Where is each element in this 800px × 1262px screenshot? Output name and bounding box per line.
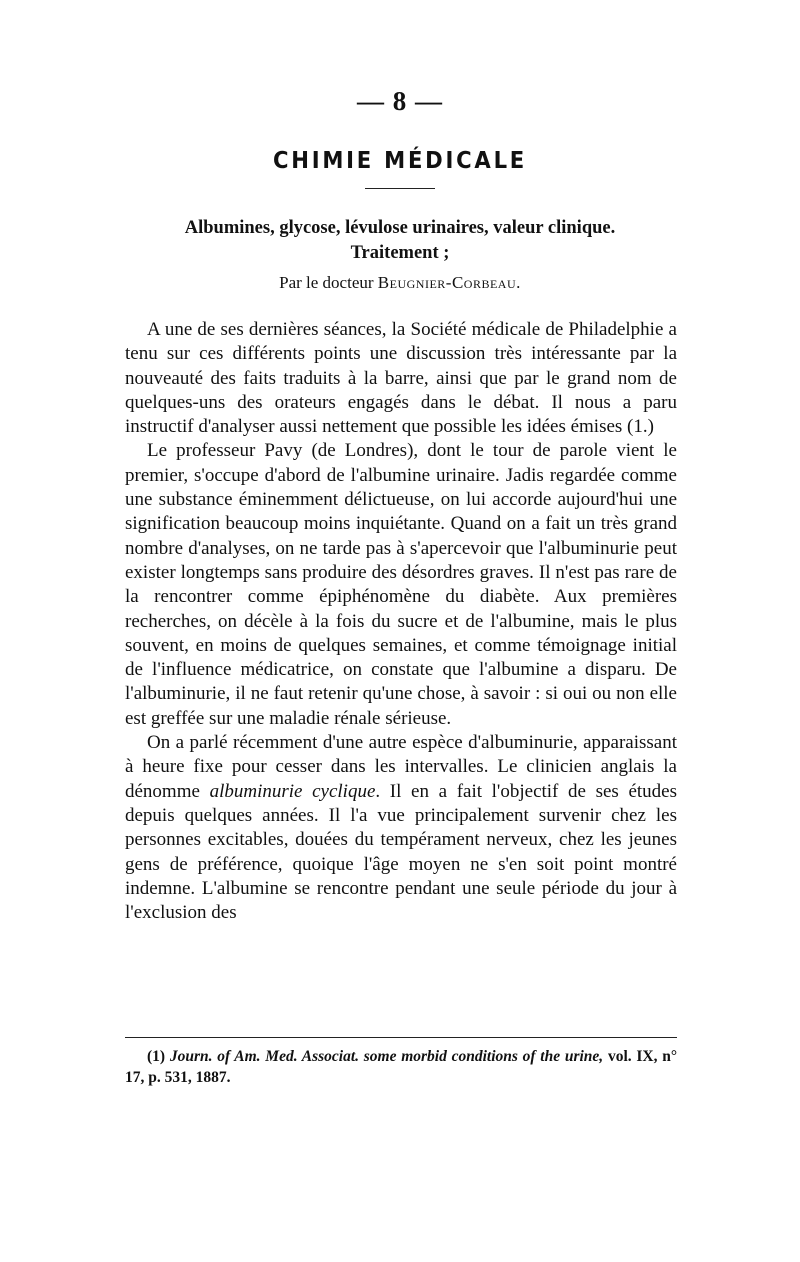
article-title-line-2: Traitement ; xyxy=(350,243,450,263)
article-title-line-1: Albumines, glycose, lévulose urinaires, valeur clinique. xyxy=(184,218,616,238)
paragraph-3-start: On a parlé récemment d'une autre espèce d'albuminurie, apparaissant à heure fixe pour cesser dans les intervalles. Le clinicien anglais la dénomme xyxy=(125,732,677,802)
body-text xyxy=(125,318,677,925)
author-prefix: Par le docteur xyxy=(279,273,374,292)
section-title: CHIMIE MÉDICALE xyxy=(272,148,528,174)
paragraph-3-end: . Il en a fait l'objectif de ses études depuis quelques années. Il l'a vue principalement survenir chez les personnes excitables, douées du tempérament nerveux, chez les jeunes gens de préférence, quoique l'âge moyen ne s'en soit point montré indemne. L'albumine se rencontre pendant une seule période du jour à l'exclusion des xyxy=(125,780,677,924)
article-title xyxy=(100,216,700,266)
footnote xyxy=(125,1046,677,1088)
paragraph-3-italic-term: albuminurie cyclique xyxy=(209,780,376,802)
author-name: Beugnier-Corbeau. xyxy=(377,273,521,292)
paragraph-1: A une de ses dernières séances, la Société médicale de Philadelphie a tenu sur ces différents points une discussion très intéressante par la nouveauté des faits traduits à la barre, ainsi que par le grand nom de quelques-uns des orateurs engagés dans le débat. Il nous a paru instructif d'analyser aussi nettement que possible les idées émises (1.) xyxy=(125,319,677,438)
footnote-journal: Journ. of Am. Med. Associat. some morbid conditions of the urine, xyxy=(169,1048,604,1065)
footnote-marker: (1) xyxy=(147,1048,166,1065)
footnote-text xyxy=(125,1046,677,1088)
page-number: — 8 — xyxy=(357,86,443,116)
author-line xyxy=(100,272,700,294)
footnote-reference: vol. IX, n° 17, p. 531, 1887. xyxy=(125,1048,678,1086)
paragraph-2: Le professeur Pavy (de Londres), dont le tour de parole vient le premier, s'occupe d'abord de l'albumine urinaire. Jadis regardée comme une substance éminemment délictueuse, on lui accorde aujourd'hui une signification beaucoup moins inquiétante. Quand on a fait un très grand nombre d'analyses, on ne tarde pas à s'apercevoir que l'albuminurie peut exister longtemps sans produire des désordres graves. Il n'est pas rare de la rencontrer comme épiphénomène du diabète. Aux premières recherches, on décèle à la fois du sucre et de l'albumine, mais le plus souvent, en moins de quelques semaines, et comme témoignage initial de l'influence médicatrice, on constate que l'albumine a disparu. De l'albuminurie, il ne faut retenir qu'une chose, à savoir : si oui ou non elle est greffée sur une maladie rénale sérieuse. xyxy=(125,440,677,729)
paragraph-3 xyxy=(125,731,677,925)
title-divider xyxy=(365,188,435,189)
footnote-divider xyxy=(125,1037,677,1038)
